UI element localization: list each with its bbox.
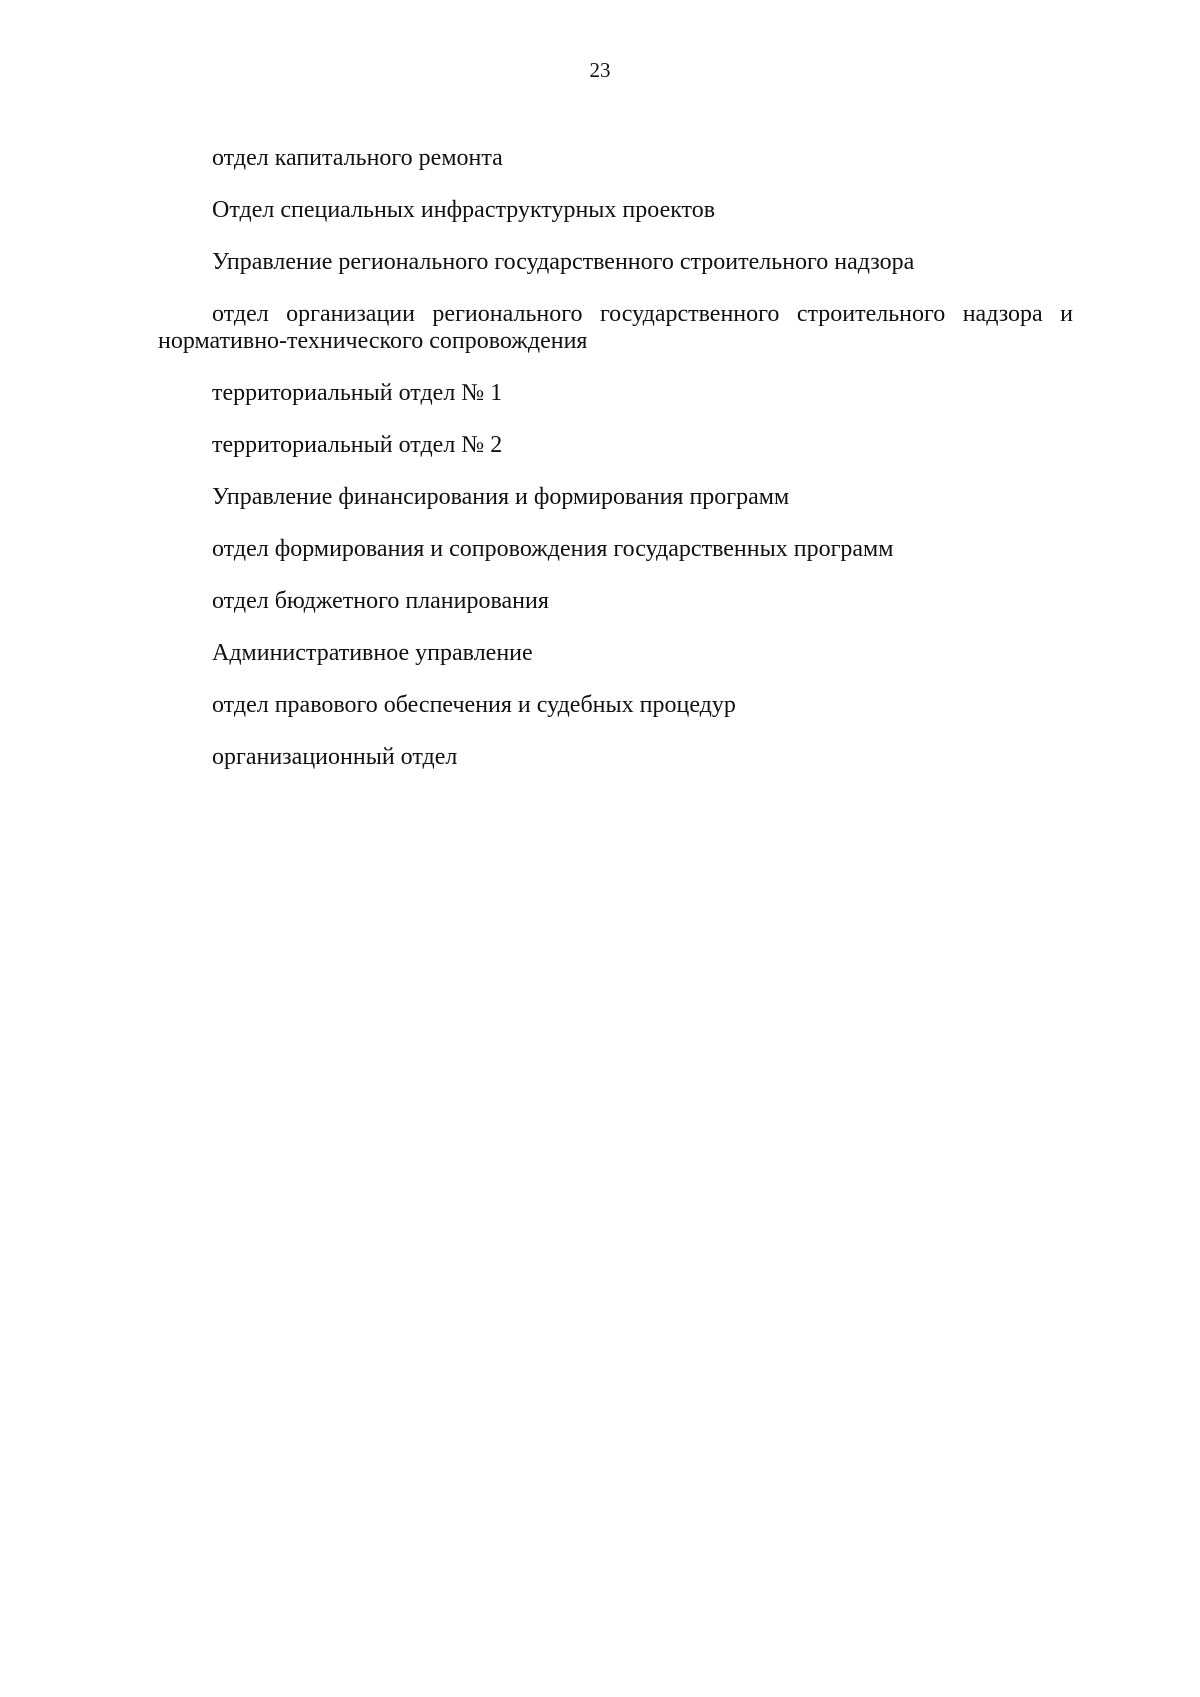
department-item: Отдел специальных инфраструктурных проектов [212,197,716,223]
department-item: территориальный отдел № 2 [212,432,503,458]
department-item: Управление финансирования и формирования программ [212,484,790,510]
department-item: Управление регионального государственного строительного надзора [212,249,915,275]
department-item: Административное управление [212,640,533,666]
department-item: отдел формирования и сопровождения государственных программ [212,536,894,562]
department-item: отдел капитального ремонта [212,145,503,171]
department-item: отдел организации регионального государственного строительного надзора и нормативно-технического сопровождения [158,301,1073,354]
department-item: организационный отдел [212,744,458,770]
department-item: отдел правового обеспечения и судебных процедур [212,692,736,718]
department-item: отдел бюджетного планирования [212,588,549,614]
page-number: 23 [589,58,611,82]
department-item: территориальный отдел № 1 [212,380,503,406]
